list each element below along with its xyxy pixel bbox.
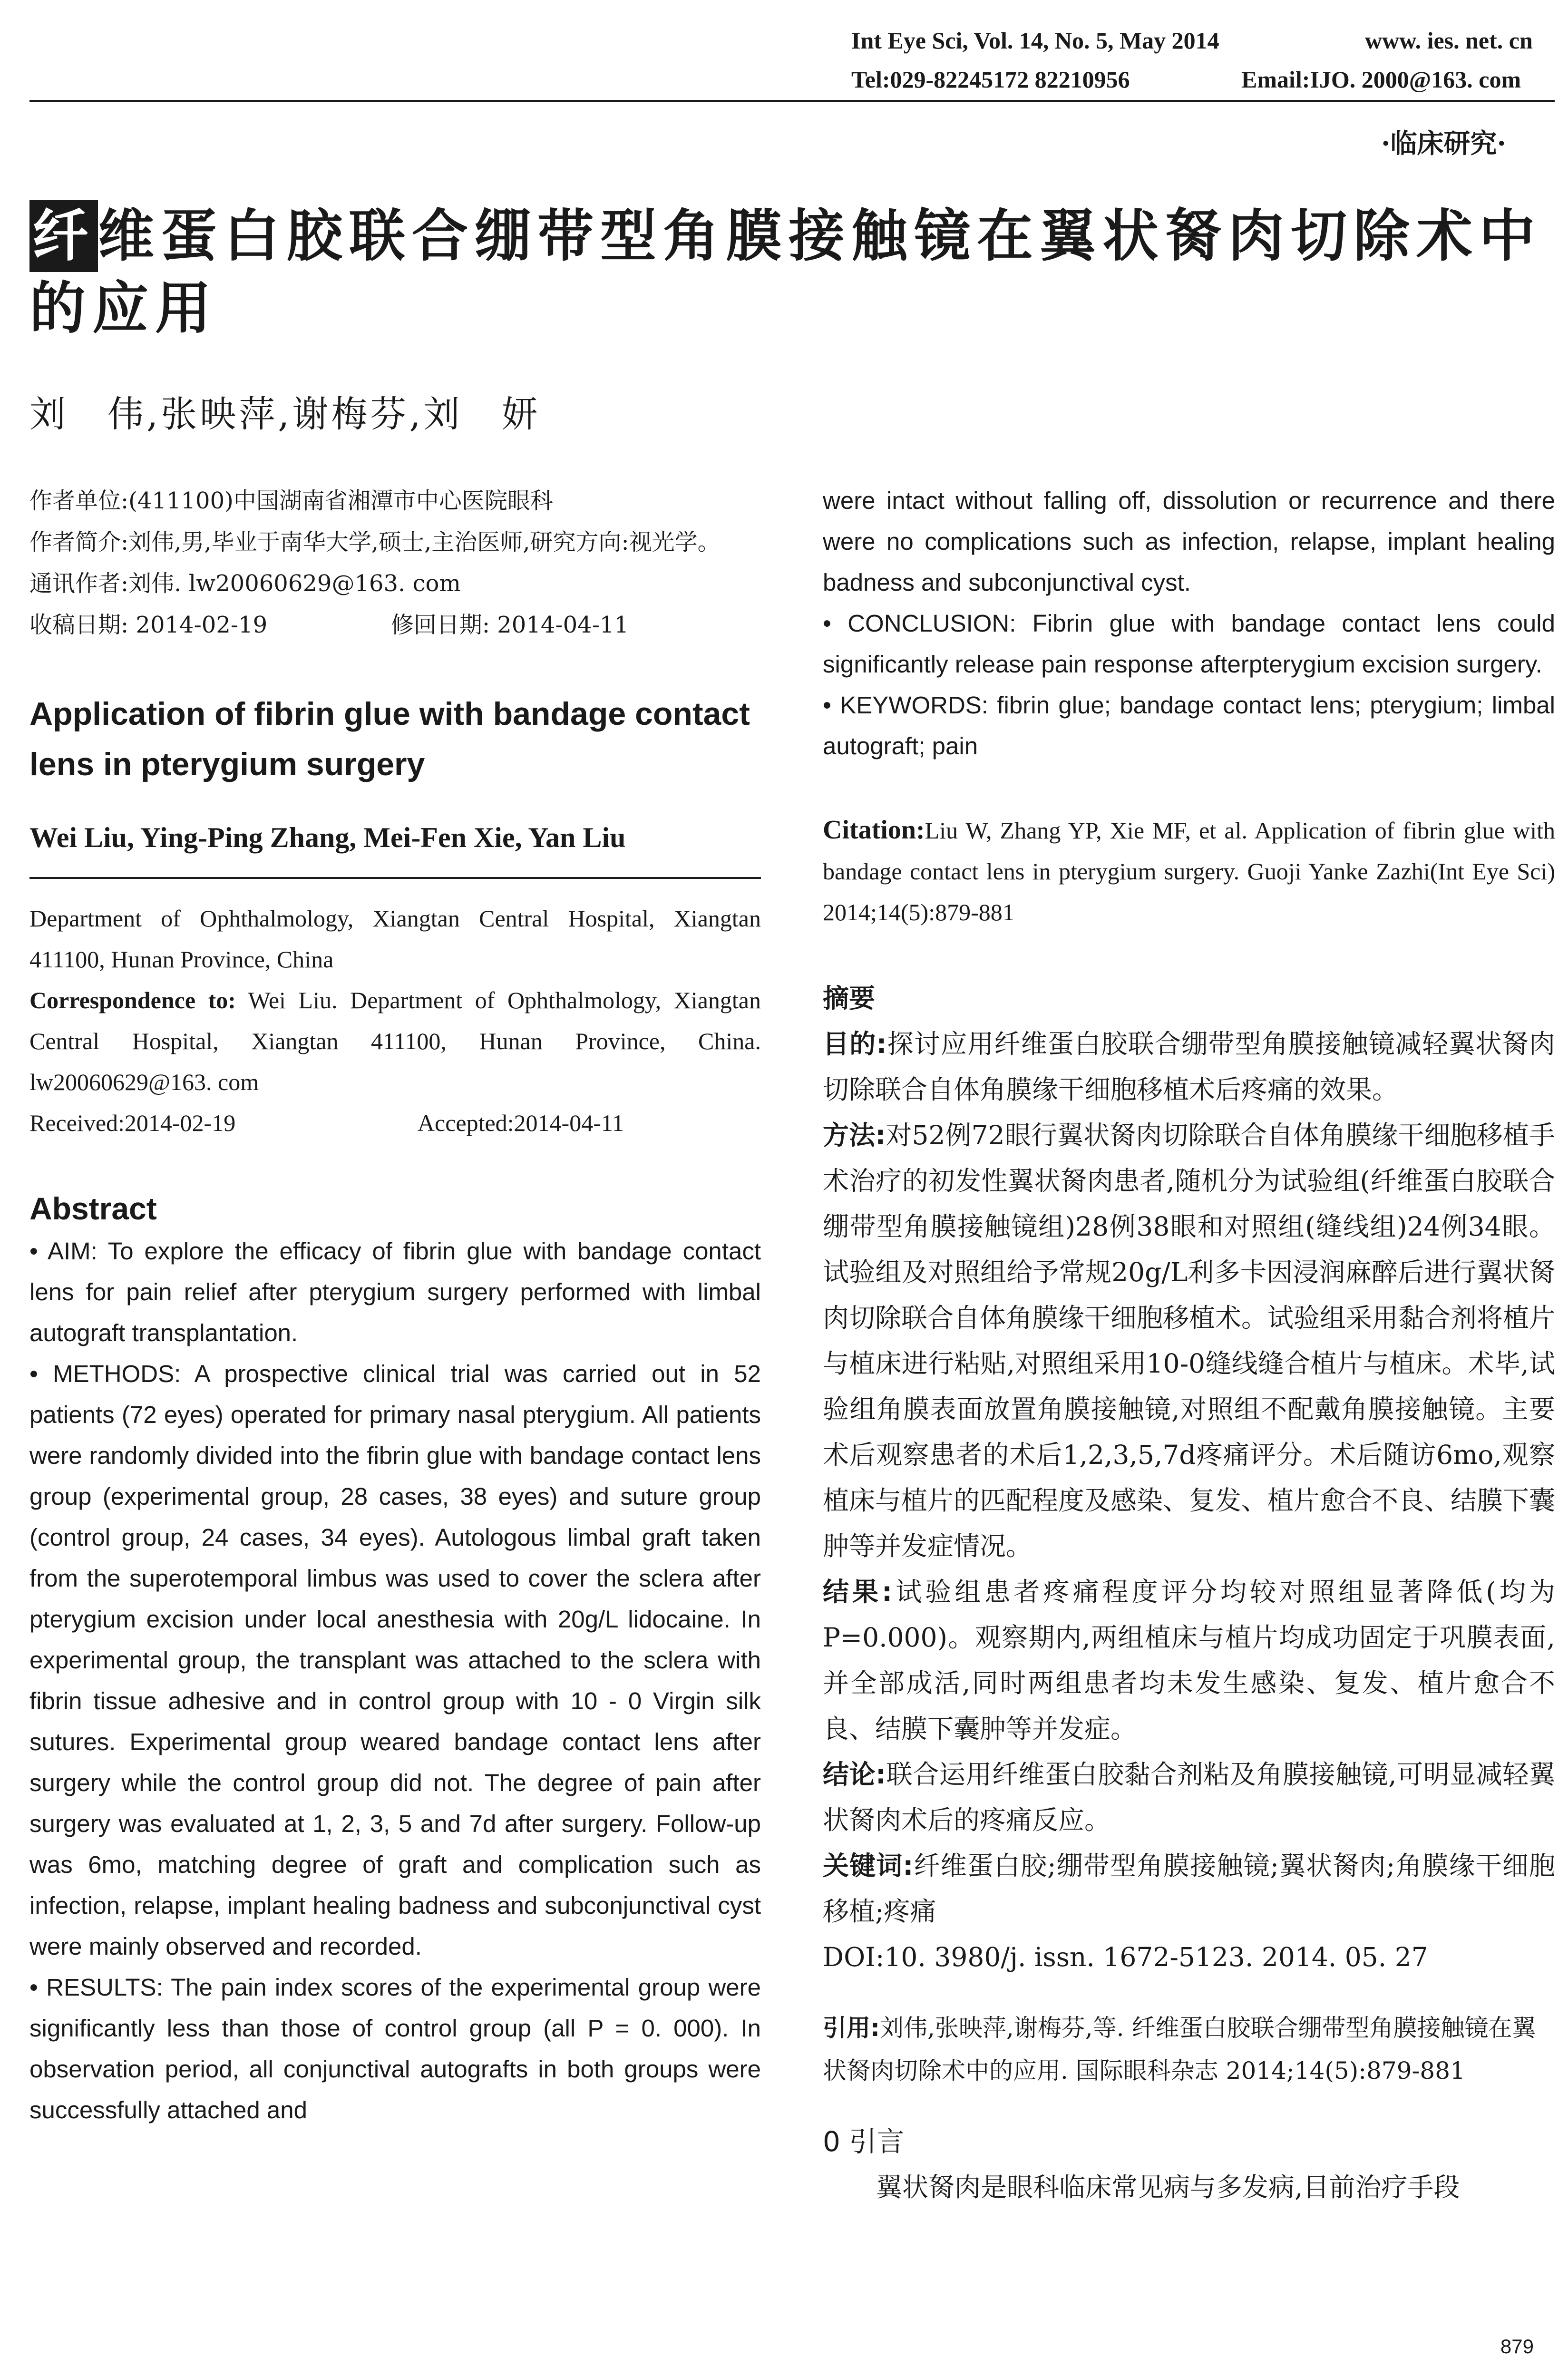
conclusion-cn (823, 1752, 1555, 1843)
title-rest: 维蛋白胶联合绷带型角膜接触镜在翼状胬肉切除术中的应用 (29, 203, 1542, 341)
correspondence-label: Correspondence to: (29, 987, 236, 1013)
journal-tel: Tel:029-82245172 82210956 (851, 66, 1130, 93)
keywords-cn-label: 关键词: (823, 1851, 914, 1881)
abstract-heading: Abstract (29, 1191, 157, 1226)
abstract-conclusion: • CONCLUSION: Fibrin glue with bandage contact lens could significantly release pain response afterpterygium excision surgery. (823, 610, 1555, 678)
correspondence-en (29, 980, 761, 1102)
header-rule (29, 100, 1555, 102)
received-date-en: Received:2014-02-19 (29, 1110, 236, 1136)
cite-cn (823, 2007, 1555, 2092)
abstract-results: • RESULTS: The pain index scores of the experimental group were significantly less than those of control group (all P = 0. 000). In observation period, all conjunctival autografts in both groups were successfully attached and (29, 1974, 761, 2124)
journal-email: Email:IJO. 2000@163. com (1241, 66, 1521, 93)
keywords-cn-text: 纤维蛋白胶;绷带型角膜接触镜;翼状胬肉;角膜缘干细胞移植;疼痛 (823, 1851, 1556, 1927)
results-cn-text: 试验组患者疼痛程度评分均较对照组显著降低(均为P=0.000)。观察期内,两组植床与植片均成功固定于巩膜表面,并全部成活,同时两组患者均未发生感染、复发、植片愈合不良、结膜下囊肿等并发症。 (823, 1577, 1556, 1744)
citation-en (823, 809, 1555, 933)
aim-cn-label: 目的: (823, 1029, 887, 1059)
cite-cn-text: 刘伟,张映萍,谢梅芬,等. 纤维蛋白胶联合绷带型角膜接触镜在翼状胬肉切除术中的应用. 国际眼科杂志 2014;14(5):879-881 (823, 2014, 1536, 2085)
aim-cn (823, 1021, 1555, 1112)
methods-cn (823, 1112, 1555, 1569)
aim-cn-text: 探讨应用纤维蛋白胶联合绷带型角膜接触镜减轻翼状胬肉切除联合自体角膜缘干细胞移植术后疼痛的效果。 (823, 1029, 1555, 1105)
abstract-methods: • METHODS: A prospective clinical trial was carried out in 52 patients (72 eyes) operated for primary nasal pterygium. All patients were randomly divided into the fibrin glue with bandage contact lens group (experimental group, 28 cases, 38 eyes) and suture group (control group, 24 cases, 34 eyes). Autologous limbal graft taken from the superotemporal limbus was used to cover the sclera after pterygium excision under local anesthesia with 20g/L lidocaine. In experimental group, the transplant was attached to the sclera with fibrin tissue adhesive and in control group with 10 - 0 Virgin silk sutures. Experimental group weared bandage contact lens after surgery while the control group did not. The degree of pain after surgery was evaluated at 1, 2, 3, 5 and 7d after surgery. Follow-up was 6mo, matching degree of graft and complication such as infection, relapse, implant healing badness and subconjunctival cyst were mainly observed and recorded. (29, 1360, 761, 1960)
abstract-keywords: • KEYWORDS: fibrin glue; bandage contact lens; pterygium; limbal autograft; pain (823, 692, 1555, 760)
left-column (29, 480, 761, 2131)
citation-label: Citation: (823, 815, 925, 845)
revised-date-cn: 修回日期: 2014-04-11 (390, 612, 629, 638)
results-cn-label: 结果: (823, 1577, 893, 1607)
abstract-results-continued: were intact without falling off, dissolution or recurrence and there were no complications such as infection, relapse, implant healing badness and subconjunctival cyst. (823, 487, 1555, 596)
received-date-cn: 收稿日期: 2014-02-19 (29, 612, 268, 638)
dates-en (29, 1102, 624, 1143)
doi: DOI:10. 3980/j. issn. 1672-5123. 2014. 05. 27 (823, 1942, 1428, 1972)
methods-cn-text: 对52例72眼行翼状胬肉切除联合自体角膜缘干细胞移植手术治疗的初发性翼状胬肉患者,随机分为试验组(纤维蛋白胶联合绷带型角膜接触镜组)28例38眼和对照组(缝线组)24例34眼。试验组及对照组给予常规20g/L利多卡因浸润麻醉后进行翼状胬肉切除联合自体角膜缘干细胞移植术。试验组采用黏合剂将植片与植床进行粘贴,对照组采用10-0缝线缝合植片与植床。术毕,试验组角膜表面放置角膜接触镜,对照组不配戴角膜接触镜。主要术后观察患者的术后1,2,3,5,7d疼痛评分。术后随访6mo,观察植床与植片的匹配程度及感染、复发、植片愈合不良、结膜下囊肿等并发症情况。 (823, 1120, 1556, 1561)
article-title-cn (29, 200, 1555, 344)
abstract-cn-heading: 摘要 (823, 983, 876, 1013)
authors-cn: 刘 伟,张映萍,谢梅芬,刘 妍 (29, 393, 541, 435)
citation-text: Liu W, Zhang YP, Xie MF, et al. Application of fibrin glue with bandage contact lens in pterygium surgery. Guoji Yanke Zazhi(Int Eye Sci) 2014;14(5):879-881 (823, 817, 1555, 925)
section-label: ·临床研究· (1381, 128, 1506, 159)
abstract-aim: • AIM: To explore the efficacy of fibrin glue with bandage contact lens for pain relief after pterygium surgery performed with limbal autograft transplantation. (29, 1237, 761, 1346)
accepted-date-en: Accepted:2014-04-11 (417, 1110, 624, 1136)
department-en: Department of Ophthalmology, Xiangtan Central Hospital, Xiangtan 411100, Hunan Province, China (29, 905, 761, 973)
conclusion-cn-label: 结论: (823, 1759, 886, 1790)
methods-cn-label: 方法: (823, 1120, 886, 1150)
title-first-char: 纤 (29, 200, 98, 272)
introduction-heading: 0 引言 (823, 2125, 905, 2158)
author-bio-cn: 作者简介:刘伟,男,毕业于南华大学,硕士,主治医师,研究方向:视光学。 (29, 529, 721, 555)
journal-citation-line: Int Eye Sci, Vol. 14, No. 5, May 2014 (851, 27, 1219, 54)
right-column (823, 480, 1555, 2210)
dates-cn (29, 604, 629, 646)
correspondence-text: Wei Liu. Department of Ophthalmology, Xiangtan Central Hospital, Xiangtan 411100, Hunan Province, China. lw20060629@163. com (29, 987, 761, 1095)
introduction-text: 翼状胬肉是眼科临床常见病与多发病,目前治疗手段 (876, 2172, 1460, 2202)
conclusion-cn-text: 联合运用纤维蛋白胶黏合剂粘及角膜接触镜,可明显减轻翼状胬肉术后的疼痛反应。 (823, 1759, 1555, 1835)
journal-website: www. ies. net. cn (1365, 27, 1533, 54)
cite-cn-label: 引用: (823, 2014, 880, 2042)
affiliation-cn: 作者单位:(411100)中国湖南省湘潭市中心医院眼科 (29, 487, 553, 514)
page-number: 879 (1500, 2335, 1534, 2358)
article-title-en: Application of fibrin glue with bandage contact lens in pterygium surgery (29, 696, 750, 782)
results-cn (823, 1569, 1555, 1752)
corresponding-author-cn: 通讯作者:刘伟. lw20060629@163. com (29, 570, 461, 597)
authors-en: Wei Liu, Ying-Ping Zhang, Mei-Fen Xie, Yan Liu (29, 822, 626, 853)
keywords-cn (823, 1843, 1555, 1934)
author-rule (29, 877, 761, 879)
